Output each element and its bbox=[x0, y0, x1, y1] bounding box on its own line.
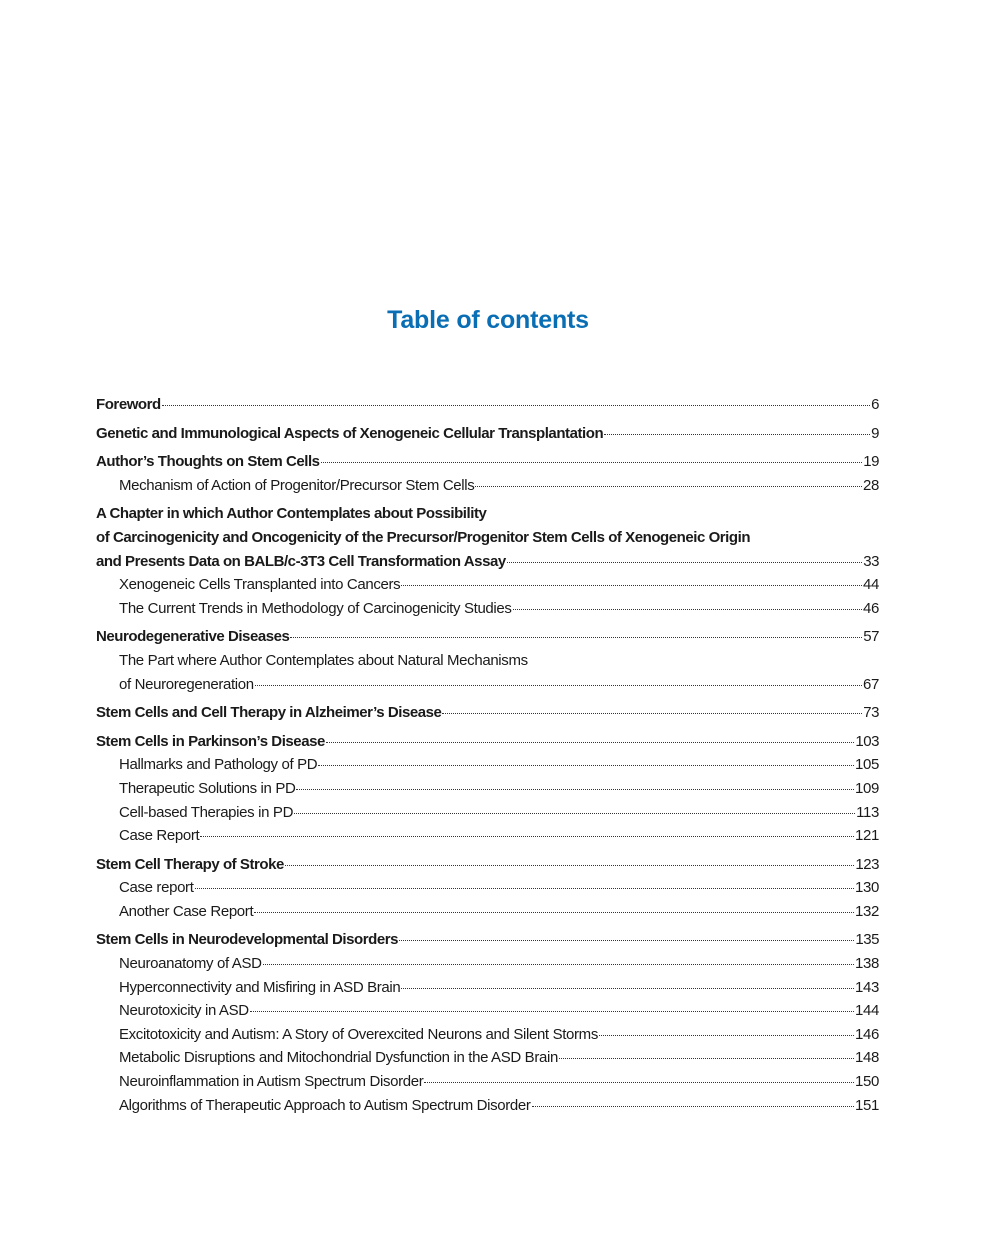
dot-leader bbox=[326, 742, 854, 743]
page-number: 105 bbox=[855, 756, 879, 774]
dot-leader bbox=[401, 585, 862, 586]
entry-title: Stem Cells and Cell Therapy in Alzheimer’s Disease bbox=[96, 704, 442, 722]
toc-subentry-neurotoxicity[interactable] bbox=[96, 999, 879, 1023]
entry-title: Stem Cells in Parkinson’s Disease bbox=[96, 732, 325, 750]
toc-subentry-excitotoxicity[interactable] bbox=[96, 1023, 879, 1047]
dot-leader bbox=[290, 637, 862, 638]
dot-leader bbox=[255, 685, 862, 686]
toc-subentry-neuroanatomy-asd[interactable] bbox=[96, 952, 879, 976]
page-number: 73 bbox=[863, 704, 879, 722]
toc-subentry-another-case-report[interactable] bbox=[96, 900, 879, 924]
dot-leader bbox=[507, 562, 862, 563]
dot-leader bbox=[399, 940, 854, 941]
dot-leader bbox=[475, 486, 862, 487]
entry-title: The Current Trends in Methodology of Carcinogenicity Studies bbox=[119, 599, 512, 617]
entry-title: Stem Cell Therapy of Stroke bbox=[96, 855, 284, 873]
entry-title: Hyperconnectivity and Misfiring in ASD Brain bbox=[119, 978, 401, 996]
page-number: 46 bbox=[863, 599, 879, 617]
dot-leader bbox=[162, 405, 870, 406]
page-number: 138 bbox=[855, 955, 879, 973]
entry-title: Foreword bbox=[96, 396, 161, 413]
entry-title-line-1: The Part where Author Contemplates about Natural Mechanisms bbox=[119, 651, 528, 669]
dot-leader bbox=[263, 964, 854, 965]
entry-title: and Presents Data on BALB/c-3T3 Cell Transformation Assay bbox=[96, 552, 506, 570]
toc-entry-stroke[interactable] bbox=[96, 853, 879, 877]
dot-leader bbox=[254, 912, 854, 913]
toc-entry-parkinsons[interactable] bbox=[96, 730, 879, 754]
page-number: 132 bbox=[855, 902, 879, 920]
page-number: 150 bbox=[855, 1073, 879, 1091]
entry-title: Therapeutic Solutions in PD bbox=[119, 779, 296, 797]
page-number: 9 bbox=[871, 424, 879, 442]
page-number: 135 bbox=[855, 931, 879, 949]
toc-subentry-hyperconnectivity[interactable] bbox=[96, 976, 879, 1000]
dot-leader bbox=[321, 462, 863, 463]
toc-entry-carcinogenicity-chapter[interactable] bbox=[96, 502, 879, 573]
entry-title: Stem Cells in Neurodevelopmental Disorders bbox=[96, 931, 399, 949]
table-of-contents bbox=[96, 393, 879, 1117]
toc-entry-foreword[interactable] bbox=[96, 393, 879, 417]
toc-subentry-current-trends[interactable] bbox=[96, 597, 879, 621]
dot-leader bbox=[604, 434, 870, 435]
page-number: 67 bbox=[863, 675, 879, 693]
page-number: 57 bbox=[863, 628, 879, 646]
toc-subentry-case-report-stroke[interactable] bbox=[96, 876, 879, 900]
page-number: 44 bbox=[863, 576, 879, 594]
dot-leader bbox=[401, 988, 854, 989]
page-number: 113 bbox=[856, 803, 879, 821]
page-title: Table of contents bbox=[387, 306, 589, 334]
entry-title: Algorithms of Therapeutic Approach to Autism Spectrum Disorder bbox=[119, 1096, 531, 1114]
page-number: 6 bbox=[871, 396, 879, 413]
dot-leader bbox=[296, 789, 854, 790]
toc-subentry-metabolic-disruptions[interactable] bbox=[96, 1046, 879, 1070]
page-number: 151 bbox=[855, 1096, 879, 1114]
dot-leader bbox=[442, 713, 862, 714]
page-number: 19 bbox=[863, 453, 879, 471]
entry-title: of Neuroregeneration bbox=[119, 675, 254, 693]
toc-subentry-case-report-pd[interactable] bbox=[96, 824, 879, 848]
toc-entry-genetic-immunological[interactable] bbox=[96, 422, 879, 446]
dot-leader bbox=[599, 1035, 854, 1036]
toc-subentry-xenogeneic-cancers[interactable] bbox=[96, 573, 879, 597]
dot-leader bbox=[294, 813, 855, 814]
page-number: 109 bbox=[855, 779, 879, 797]
page-number: 33 bbox=[863, 552, 879, 570]
toc-subentry-hallmarks-pd[interactable] bbox=[96, 753, 879, 777]
dot-leader bbox=[424, 1082, 854, 1083]
toc-subentry-neuroinflammation[interactable] bbox=[96, 1070, 879, 1094]
page-number: 144 bbox=[855, 1002, 879, 1020]
toc-subentry-algorithms[interactable] bbox=[96, 1094, 879, 1118]
entry-title: Author’s Thoughts on Stem Cells bbox=[96, 453, 320, 471]
entry-title: Hallmarks and Pathology of PD bbox=[119, 756, 318, 774]
page-number: 103 bbox=[855, 732, 879, 750]
dot-leader bbox=[200, 836, 854, 837]
entry-title-line-1: A Chapter in which Author Contemplates about Possibility bbox=[96, 505, 487, 523]
entry-title: Metabolic Disruptions and Mitochondrial Dysfunction in the ASD Brain bbox=[119, 1049, 558, 1067]
dot-leader bbox=[318, 765, 854, 766]
toc-entry-neurodevelopmental[interactable] bbox=[96, 928, 879, 952]
toc-entry-neurodegenerative[interactable] bbox=[96, 625, 879, 649]
page-number: 123 bbox=[855, 855, 879, 873]
toc-entry-authors-thoughts[interactable] bbox=[96, 450, 879, 474]
entry-title: Excitotoxicity and Autism: A Story of Overexcited Neurons and Silent Storms bbox=[119, 1025, 598, 1043]
dot-leader bbox=[195, 888, 854, 889]
dot-leader bbox=[513, 609, 862, 610]
entry-title: Mechanism of Action of Progenitor/Precursor Stem Cells bbox=[119, 476, 475, 494]
entry-title: Genetic and Immunological Aspects of Xenogeneic Cellular Transplantation bbox=[96, 424, 604, 442]
page-number: 146 bbox=[855, 1025, 879, 1043]
entry-title: Cell-based Therapies in PD bbox=[119, 803, 294, 821]
entry-title: Xenogeneic Cells Transplanted into Cancers bbox=[119, 576, 401, 594]
dot-leader bbox=[559, 1058, 854, 1059]
page-number: 28 bbox=[863, 476, 879, 494]
dot-leader bbox=[285, 865, 854, 866]
toc-subentry-mechanism[interactable] bbox=[96, 474, 879, 498]
toc-subentry-therapeutic-solutions-pd[interactable] bbox=[96, 777, 879, 801]
entry-title: Neurodegenerative Diseases bbox=[96, 628, 290, 646]
dot-leader bbox=[532, 1106, 854, 1107]
page-number: 130 bbox=[855, 879, 879, 897]
entry-title: Case report bbox=[119, 879, 194, 897]
entry-title: Case Report bbox=[119, 827, 200, 845]
dot-leader bbox=[250, 1011, 854, 1012]
page-number: 148 bbox=[855, 1049, 879, 1067]
page-number: 121 bbox=[855, 827, 879, 845]
entry-title-line-2: of Carcinogenicity and Oncogenicity of the Precursor/Progenitor Stem Cells of Xenogeneic Origin bbox=[96, 528, 751, 546]
entry-title: Another Case Report bbox=[119, 902, 254, 920]
entry-title: Neurotoxicity in ASD bbox=[119, 1002, 249, 1020]
toc-subentry-neuroregeneration[interactable] bbox=[96, 649, 879, 696]
entry-title: Neuroanatomy of ASD bbox=[119, 955, 262, 973]
entry-title: Neuroinflammation in Autism Spectrum Disorder bbox=[119, 1073, 424, 1091]
toc-entry-alzheimers[interactable] bbox=[96, 701, 879, 725]
page-number: 143 bbox=[855, 978, 879, 996]
toc-subentry-cell-based-therapies-pd[interactable] bbox=[96, 801, 879, 825]
